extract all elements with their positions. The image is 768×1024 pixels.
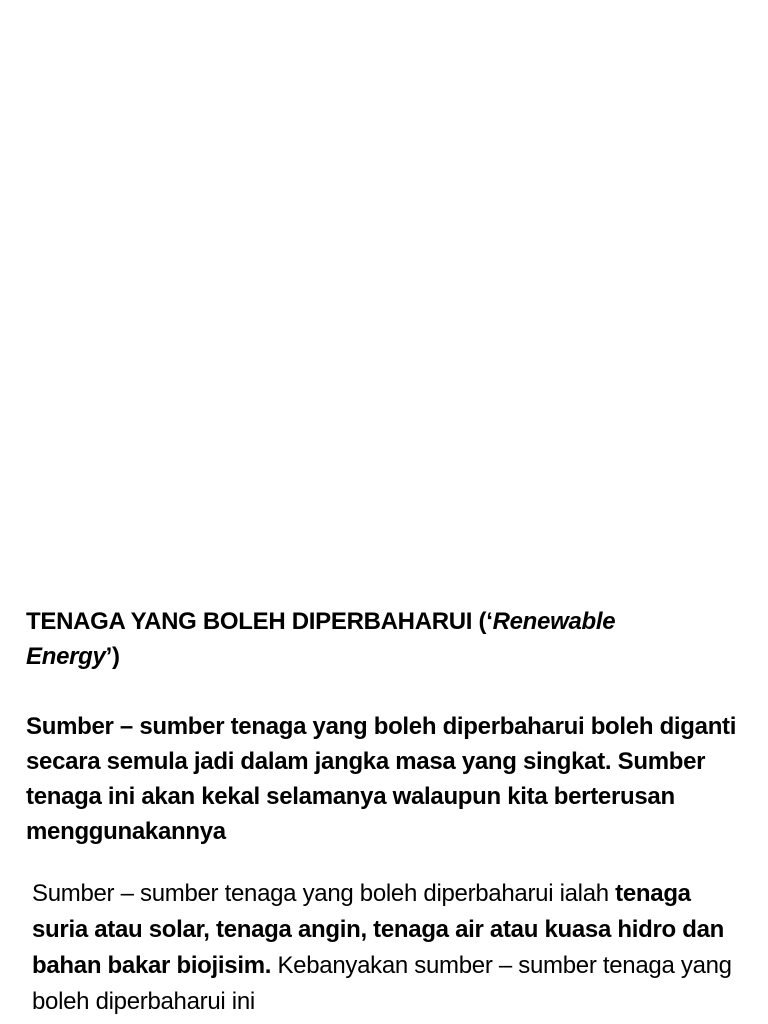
paragraph-intro: Sumber – sumber tenaga yang boleh diperbaharui ialah: [32, 880, 616, 907]
slide-heading: [26, 604, 746, 674]
paragraph-bold-list: tenaga suria atau solar, tenaga angin, tenaga air atau kuasa hidro dan bahan bakar biojisim.: [32, 880, 724, 979]
heading-prefix: TENAGA YANG BOLEH DIPERBAHARUI (‘: [26, 608, 493, 635]
upper-text-block: [26, 604, 746, 849]
heading-suffix: ’): [105, 643, 120, 670]
paragraph-continuation: Kebanyakan sumber – sumber tenaga yang boleh diperbaharui ini: [32, 952, 732, 1015]
heading-italic-renewable: Renewable: [492, 608, 616, 635]
blank-line: [26, 674, 746, 709]
definition-text: Sumber – sumber tenaga yang boleh diperbaharui boleh diganti secara semula jadi dalam jangka masa yang singkat. Sumber tenaga ini akan kekal selamanya walaupun kita berterusan menggunakannya: [26, 713, 737, 845]
lower-text-block: [32, 876, 744, 1020]
heading-italic-energy: Energy: [26, 643, 106, 670]
